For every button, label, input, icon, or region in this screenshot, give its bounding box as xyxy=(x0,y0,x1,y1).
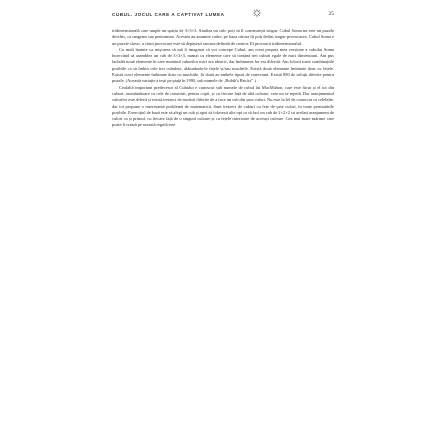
paragraph-3: Cealaltă important predecesor al Cubului e cunoscut sub numele de cubul lui MacMahon, care este făcut și el tot din cuburi, asemănătoare cu cele de construit, pentru copii, și cu fiecare față de altă culoare, care nu se repetă. Dar aranjamentul culorilor este diferit și există treizeci de moduri diferite de a face un cub din șase culori. Nu este la fel de cunoscut ca celelalte, dar tot propune o interesantă problemă de matematică. Sunt treizeci de cuburi cu fețe de șase culori, în toate permutările posibile. Exercițiul de bază este să alegi un cub și apoi să folosești alte opt ca să faci un cub de 2×2×2 cu același aranjament de culori ca și primul, cu fiecare față de o singură culoare și cu fețele interioare de aceeași culoare. Cea mai mare mărime care poate fi creată pe această regulă este xyxy=(112,84,334,128)
page-number: 25 xyxy=(328,11,334,17)
body-text xyxy=(112,28,334,438)
page-header xyxy=(112,8,334,20)
paragraph-1: tridimensională care umple un spațiu de 3×3×3. Analiza un cub: poți să îl construiești singur. Cubul Soma nu este un puzzle deschis, ca tangram sau pentomino. Acestea au anumite cadre, pe baza cărora îți poți defini singur provocarea. Cubul Soma e un puzzle clasic, a cărui provocare este să depășești sarcina definită de creator. El provoacă tridimensionalul. xyxy=(112,28,334,46)
running-title: CUBUL. JOCUL CARE A CAPTIVAT LUMEA xyxy=(112,11,225,17)
paragraph-2: Cu mult înainte ca mișcarea să mă fi imaginat că voi concepe Cubul, am creat propria mea versiune a cubului Soma încercând să asamblez un cub de 3×3×3, numai cu elemente care să conțină trei cuburi egale de mici dimensiuni. Am pus laolaltă nouă elemente în care numărul cuburilor mici era identic, dar îmbinarea lor era diferită. Am folosit toate combinațiile posibile ca să îmbin cele trei cubulețe, alăturându-le fețele și/sau muchiile. Există două elemente îmbinate doar cu fețele. Există cinci elemente îmbinate doar cu muchiile. Și două au ambele tipuri de conexiuni. Există 880 de soluții diferite pentru puzzle. (Această variație a ieșit pe piață în 1990, sub numele de „Rubik's Bricks”.) xyxy=(112,46,334,84)
fleuron-icon xyxy=(252,8,262,18)
